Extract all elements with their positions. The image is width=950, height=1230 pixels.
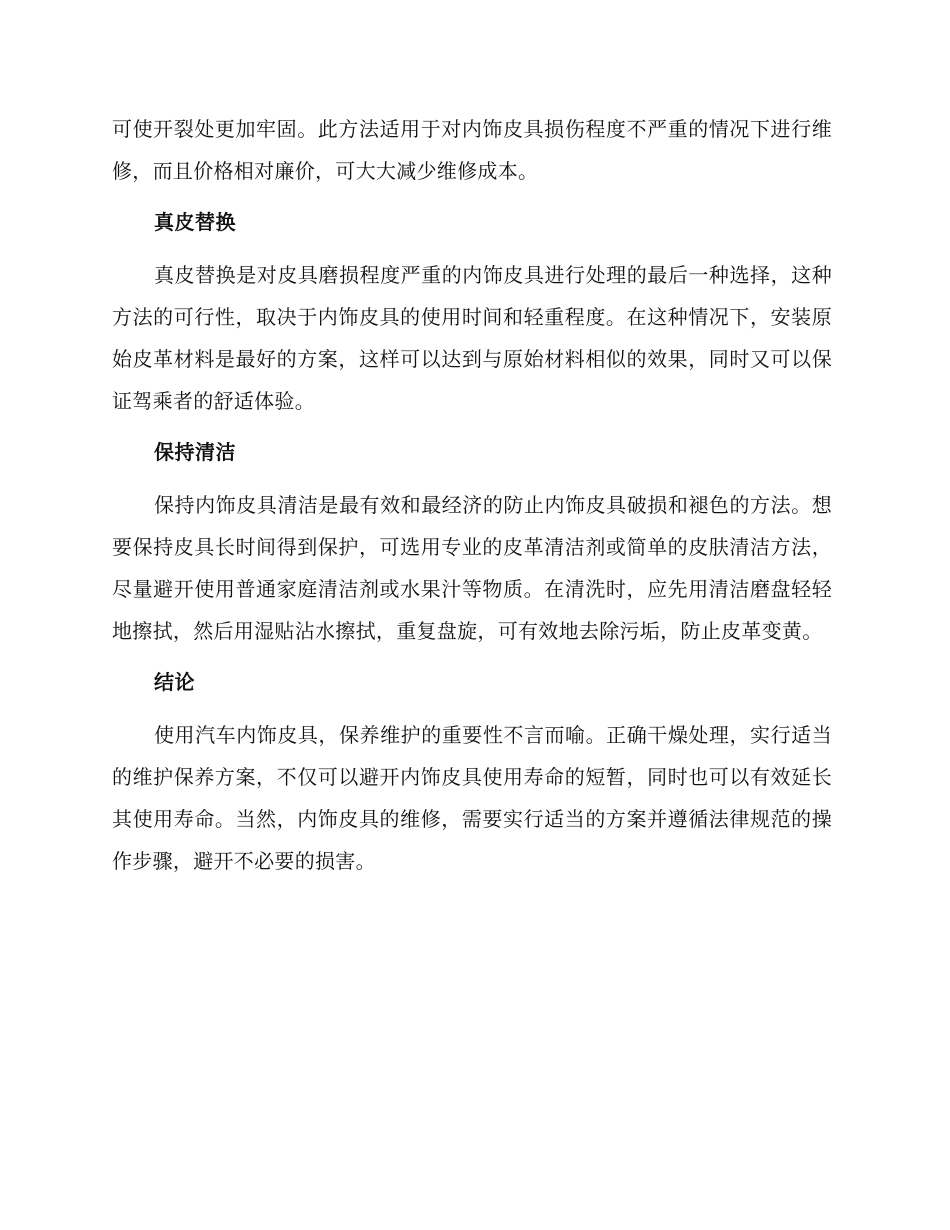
section-heading: 结论 bbox=[154, 670, 195, 694]
section-leather-replacement bbox=[112, 202, 832, 422]
section-paragraph: 使用汽车内饰皮具，保养维护的重要性不言而喻。正确干燥处理，实行适当的维护保养方案，不仅可以避开内饰皮具使用寿命的短暂，同时也可以有效延长其使用寿命。当然，内饰皮具的维修，需要实行适当的方案并遵循法律规范的操作步骤，避开不必要的损害。 bbox=[112, 723, 832, 873]
section-heading: 真皮替换 bbox=[154, 210, 236, 234]
document-body bbox=[112, 108, 832, 892]
intro-paragraph: 可使开裂处更加牢固。此方法适用于对内饰皮具损伤程度不严重的情况下进行维修，而且价格相对廉价，可大大减少维修成本。 bbox=[112, 117, 832, 183]
section-keep-clean bbox=[112, 432, 832, 652]
section-conclusion bbox=[112, 662, 832, 882]
section-paragraph: 真皮替换是对皮具磨损程度严重的内饰皮具进行处理的最后一种选择，这种方法的可行性，取决于内饰皮具的使用时间和轻重程度。在这种情况下，安装原始皮革材料是最好的方案，这样可以达到与原始材料相似的效果，同时又可以保证驾乘者的舒适体验。 bbox=[112, 263, 832, 413]
section-heading: 保持清洁 bbox=[154, 440, 236, 464]
section-paragraph: 保持内饰皮具清洁是最有效和最经济的防止内饰皮具破损和褪色的方法。想要保持皮具长时间得到保护，可选用专业的皮革清洁剂或简单的皮肤清洁方法，尽量避开使用普通家庭清洁剂或水果汁等物质。在清洗时，应先用清洁磨盘轻轻地擦拭，然后用湿贴沾水擦拭，重复盘旋，可有效地去除污垢，防止皮革变黄。 bbox=[112, 493, 832, 643]
